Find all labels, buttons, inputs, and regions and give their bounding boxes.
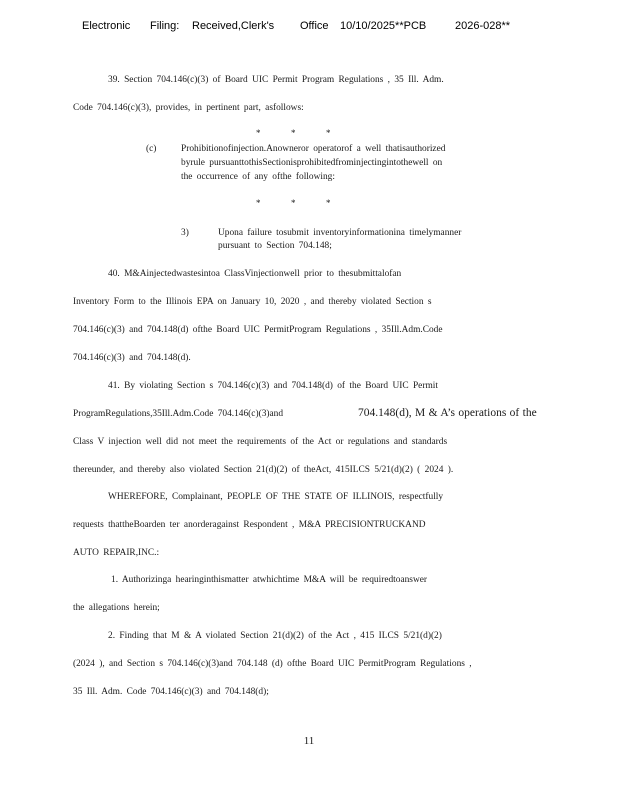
star: * — [291, 198, 296, 208]
subsection-marker-c: (c) — [146, 144, 157, 154]
star: * — [326, 198, 331, 208]
star: * — [291, 128, 296, 138]
paragraph-40-line-1: 40. M&Ainjectedwastesintoa ClassVinjectionwell prior to thesubmittalofan — [108, 269, 402, 279]
quote-line-3: the occurrence of any ofthe following: — [181, 172, 335, 182]
paragraph-40-line-2: Inventory Form to the Illinois EPA on January 10, 2020 , and thereby violated Section s — [73, 297, 432, 307]
paragraph-41-line-3: Class V injection well did not meet the requirements of the Act or regulations and standards — [73, 437, 448, 447]
header-filing: Filing: — [150, 20, 180, 32]
header-electronic: Electronic — [82, 20, 131, 32]
wherefore-line-3: AUTO REPAIR,INC.: — [73, 548, 160, 558]
paragraph-41-line-4: thereunder, and thereby also violated Section 21(d)(2) of theAct, 415ILCS 5/21(d)(2) ( 2024 ). — [73, 465, 454, 475]
star: * — [326, 128, 331, 138]
header-docket: 2026-028** — [455, 20, 511, 32]
filing-header — [0, 20, 618, 36]
header-office: Office — [300, 20, 329, 32]
paragraph-41-line-2b: 704.148(d), M & A’s operations of the — [358, 407, 537, 419]
header-received: Received,Clerk's — [192, 20, 275, 32]
star: * — [256, 128, 261, 138]
relief-1-line-1: 1. Authorizinga hearinginthismatter atwhichtime M&A will be requiredtoanswer — [111, 575, 428, 585]
relief-2-line-3: 35 Ill. Adm. Code 704.146(c)(3) and 704.148(d); — [73, 687, 269, 697]
paragraph-41-line-2a: ProgramRegulations,35Ill.Adm.Code 704.146(c)(3)and — [73, 409, 284, 419]
item-3-line-1: Upona failure tosubmit inventoryinformationina timelymanner — [218, 228, 462, 238]
paragraph-39-line-2: Code 704.146(c)(3), provides, in pertinent part, asfollows: — [73, 103, 304, 113]
item-3-line-2: pursuant to Section 704.148; — [218, 241, 332, 251]
relief-2-line-2: (2024 ), and Section s 704.146(c)(3)and 704.148 (d) ofthe Board UIC PermitProgram Regulations , — [73, 659, 472, 669]
wherefore-line-2: requests thattheBoarden ter anorderagainst Respondent , M&A PRECISIONTRUCKAND — [73, 520, 426, 530]
relief-2-line-1: 2. Finding that M & A violated Section 21(d)(2) of the Act , 415 ILCS 5/21(d)(2) — [108, 631, 442, 641]
relief-1-line-2: the allegations herein; — [73, 603, 160, 613]
quote-line-1: Prohibitionofinjection.Anowneror operatorof a well thatisauthorized — [181, 144, 446, 154]
header-date: 10/10/2025**PCB — [340, 20, 427, 32]
paragraph-40-line-3: 704.146(c)(3) and 704.148(d) ofthe Board UIC PermitProgram Regulations , 35Ill.Adm.Code — [73, 325, 443, 335]
paragraph-39-line-1: 39. Section 704.146(c)(3) of Board UIC Permit Program Regulations , 35 Ill. Adm. — [108, 75, 444, 85]
paragraph-40-line-4: 704.146(c)(3) and 704.148(d). — [73, 353, 191, 363]
quote-line-2: byrule pursuanttothisSectionisprohibitedfrominjectingintothewell on — [181, 158, 443, 168]
star: * — [256, 198, 261, 208]
page-number: 11 — [303, 735, 315, 747]
paragraph-41-line-1: 41. By violating Section s 704.146(c)(3) and 704.148(d) of the Board UIC Permit — [108, 381, 438, 391]
item-3-marker: 3) — [181, 228, 189, 238]
wherefore-line-1: WHEREFORE, Complainant, PEOPLE OF THE STATE OF ILLINOIS, respectfully — [108, 492, 444, 502]
